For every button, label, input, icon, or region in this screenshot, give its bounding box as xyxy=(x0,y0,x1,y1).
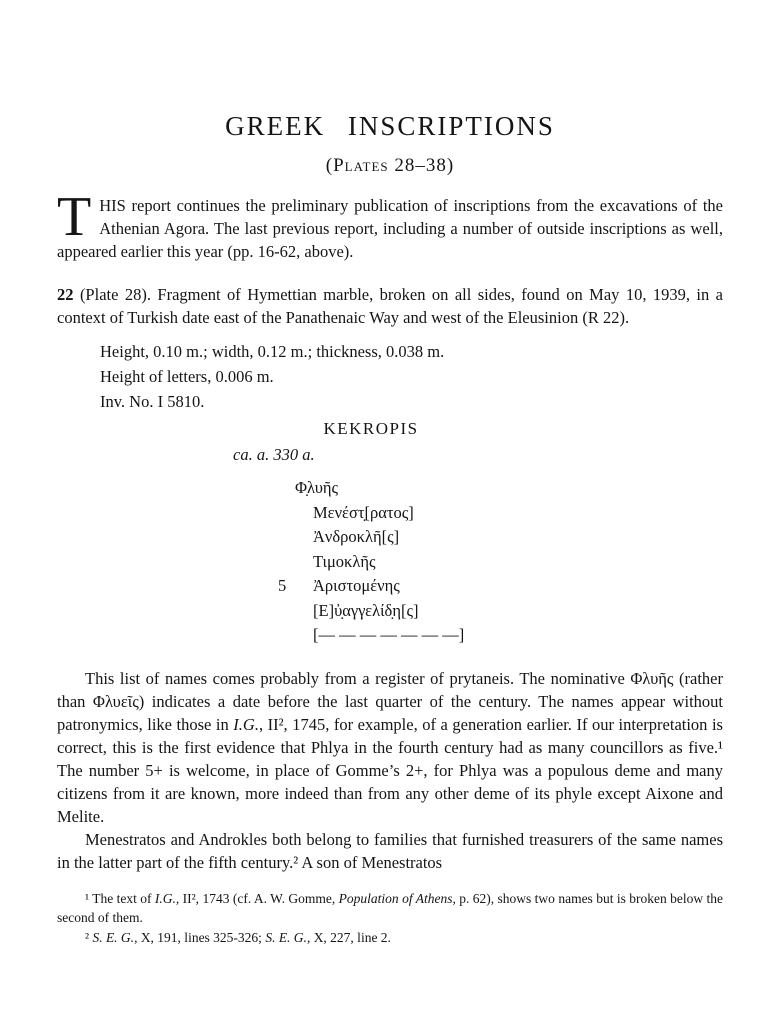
measurement-line: Inv. No. I 5810. xyxy=(100,392,205,411)
discussion-paragraph xyxy=(57,828,723,874)
inscription-line xyxy=(278,574,723,599)
text-segment: , X, 227, line 2. xyxy=(306,929,391,945)
text-segment: , X, 191, lines 325-326; xyxy=(134,929,266,945)
text-segment: Menestratos and Androkles both belong to families that furnished treasurers of the same names in the latter part of the fifth century.² A son of Menestratos xyxy=(57,829,723,872)
text-segment: , II², 1745, for example, of a generation earlier. If our interpretation is correct, this is the first evidence that Phlya in the fourth century had as many councillors as five.¹ The number 5+ is welcome, in place of Gomme’s 2+, for Phlya was a populous deme and many citizens from it are known, more indeed than from any other deme of its phyle except Aixone and Melite. xyxy=(57,714,723,826)
article-title: GREEK INSCRIPTIONS xyxy=(225,111,555,141)
text-segment: , p. 62), shows two names but is broken below the second of them. xyxy=(57,890,724,925)
text-segment: I.G. xyxy=(154,890,176,906)
inscription-text: Ἀριστομένης xyxy=(313,576,400,595)
line-number: 5 xyxy=(278,576,287,595)
inscription-text: [Ε]ὐ̣αγγελίδ̣η[ς] xyxy=(313,600,419,620)
inscription-block xyxy=(278,476,723,648)
text-segment: 22 xyxy=(57,285,80,304)
measurement-line: Height, 0.10 m.; width, 0.12 m.; thickness, 0.038 m. xyxy=(100,342,445,361)
text-segment: Population of Athens xyxy=(338,890,453,906)
inscription-line xyxy=(295,525,723,550)
footnotes-block xyxy=(57,889,723,948)
measurement-line: Height of letters, 0.006 m. xyxy=(100,367,274,386)
inscription-line xyxy=(295,550,723,575)
entry-22-paragraph xyxy=(57,283,723,329)
text-segment: I.G. xyxy=(233,714,259,734)
text-segment: , II², 1743 (cf. A. W. Gomme, xyxy=(175,890,339,906)
intro-paragraph xyxy=(57,186,723,263)
plates-subtitle: (Plates 28–38) xyxy=(325,155,455,176)
text-segment: S. E. G. xyxy=(92,929,135,945)
measurements-block xyxy=(100,339,723,414)
inscription-text: Τιμοκλῆς xyxy=(313,551,376,571)
text-segment: ² xyxy=(85,929,93,945)
text-segment: S. E. G. xyxy=(265,929,307,945)
inscription-line xyxy=(295,623,723,648)
inscription-line xyxy=(295,476,723,501)
footnote xyxy=(57,928,723,948)
inscription-text: Φ̣λυῆς xyxy=(295,478,339,497)
date-line: ca. a. 330 a. xyxy=(233,445,315,464)
text-segment: (Plate 28). Fragment of Hymettian marble, broken on all sides, found on May 10, 1939, in a context of Turkish date east of the Panathenaic Way and west of the Eleusinion (R 22). xyxy=(57,285,724,327)
text-segment: This list of names comes probably from a register of prytaneis. The nominative Φλυῆς (rather than Φλυεῖς) indicates a date before the last quarter of the century. The names appear without patronymics, like those in xyxy=(57,668,723,734)
discussion-paragraph xyxy=(57,667,723,828)
inscription-text: Ἀνδροκλῆ[ς] xyxy=(313,527,400,546)
inscription-text: [— — — — — — —] xyxy=(313,625,465,644)
tribe-heading: KEKROPIS xyxy=(323,419,419,438)
inscription-text: Μενέστ̣[ρατος] xyxy=(313,502,414,522)
footnote xyxy=(57,889,723,928)
dropcap-letter: T xyxy=(57,186,92,248)
intro-text: HIS report continues the preliminary publication of inscriptions from the excavations of the Athenian Agora. The last previous report, including a number of outside inscriptions as well, appeared earlier this year (pp. 16-62, above). xyxy=(57,196,723,261)
inscription-line xyxy=(295,501,723,526)
text-segment: ¹ The text of xyxy=(85,890,155,906)
inscription-line xyxy=(295,599,723,624)
